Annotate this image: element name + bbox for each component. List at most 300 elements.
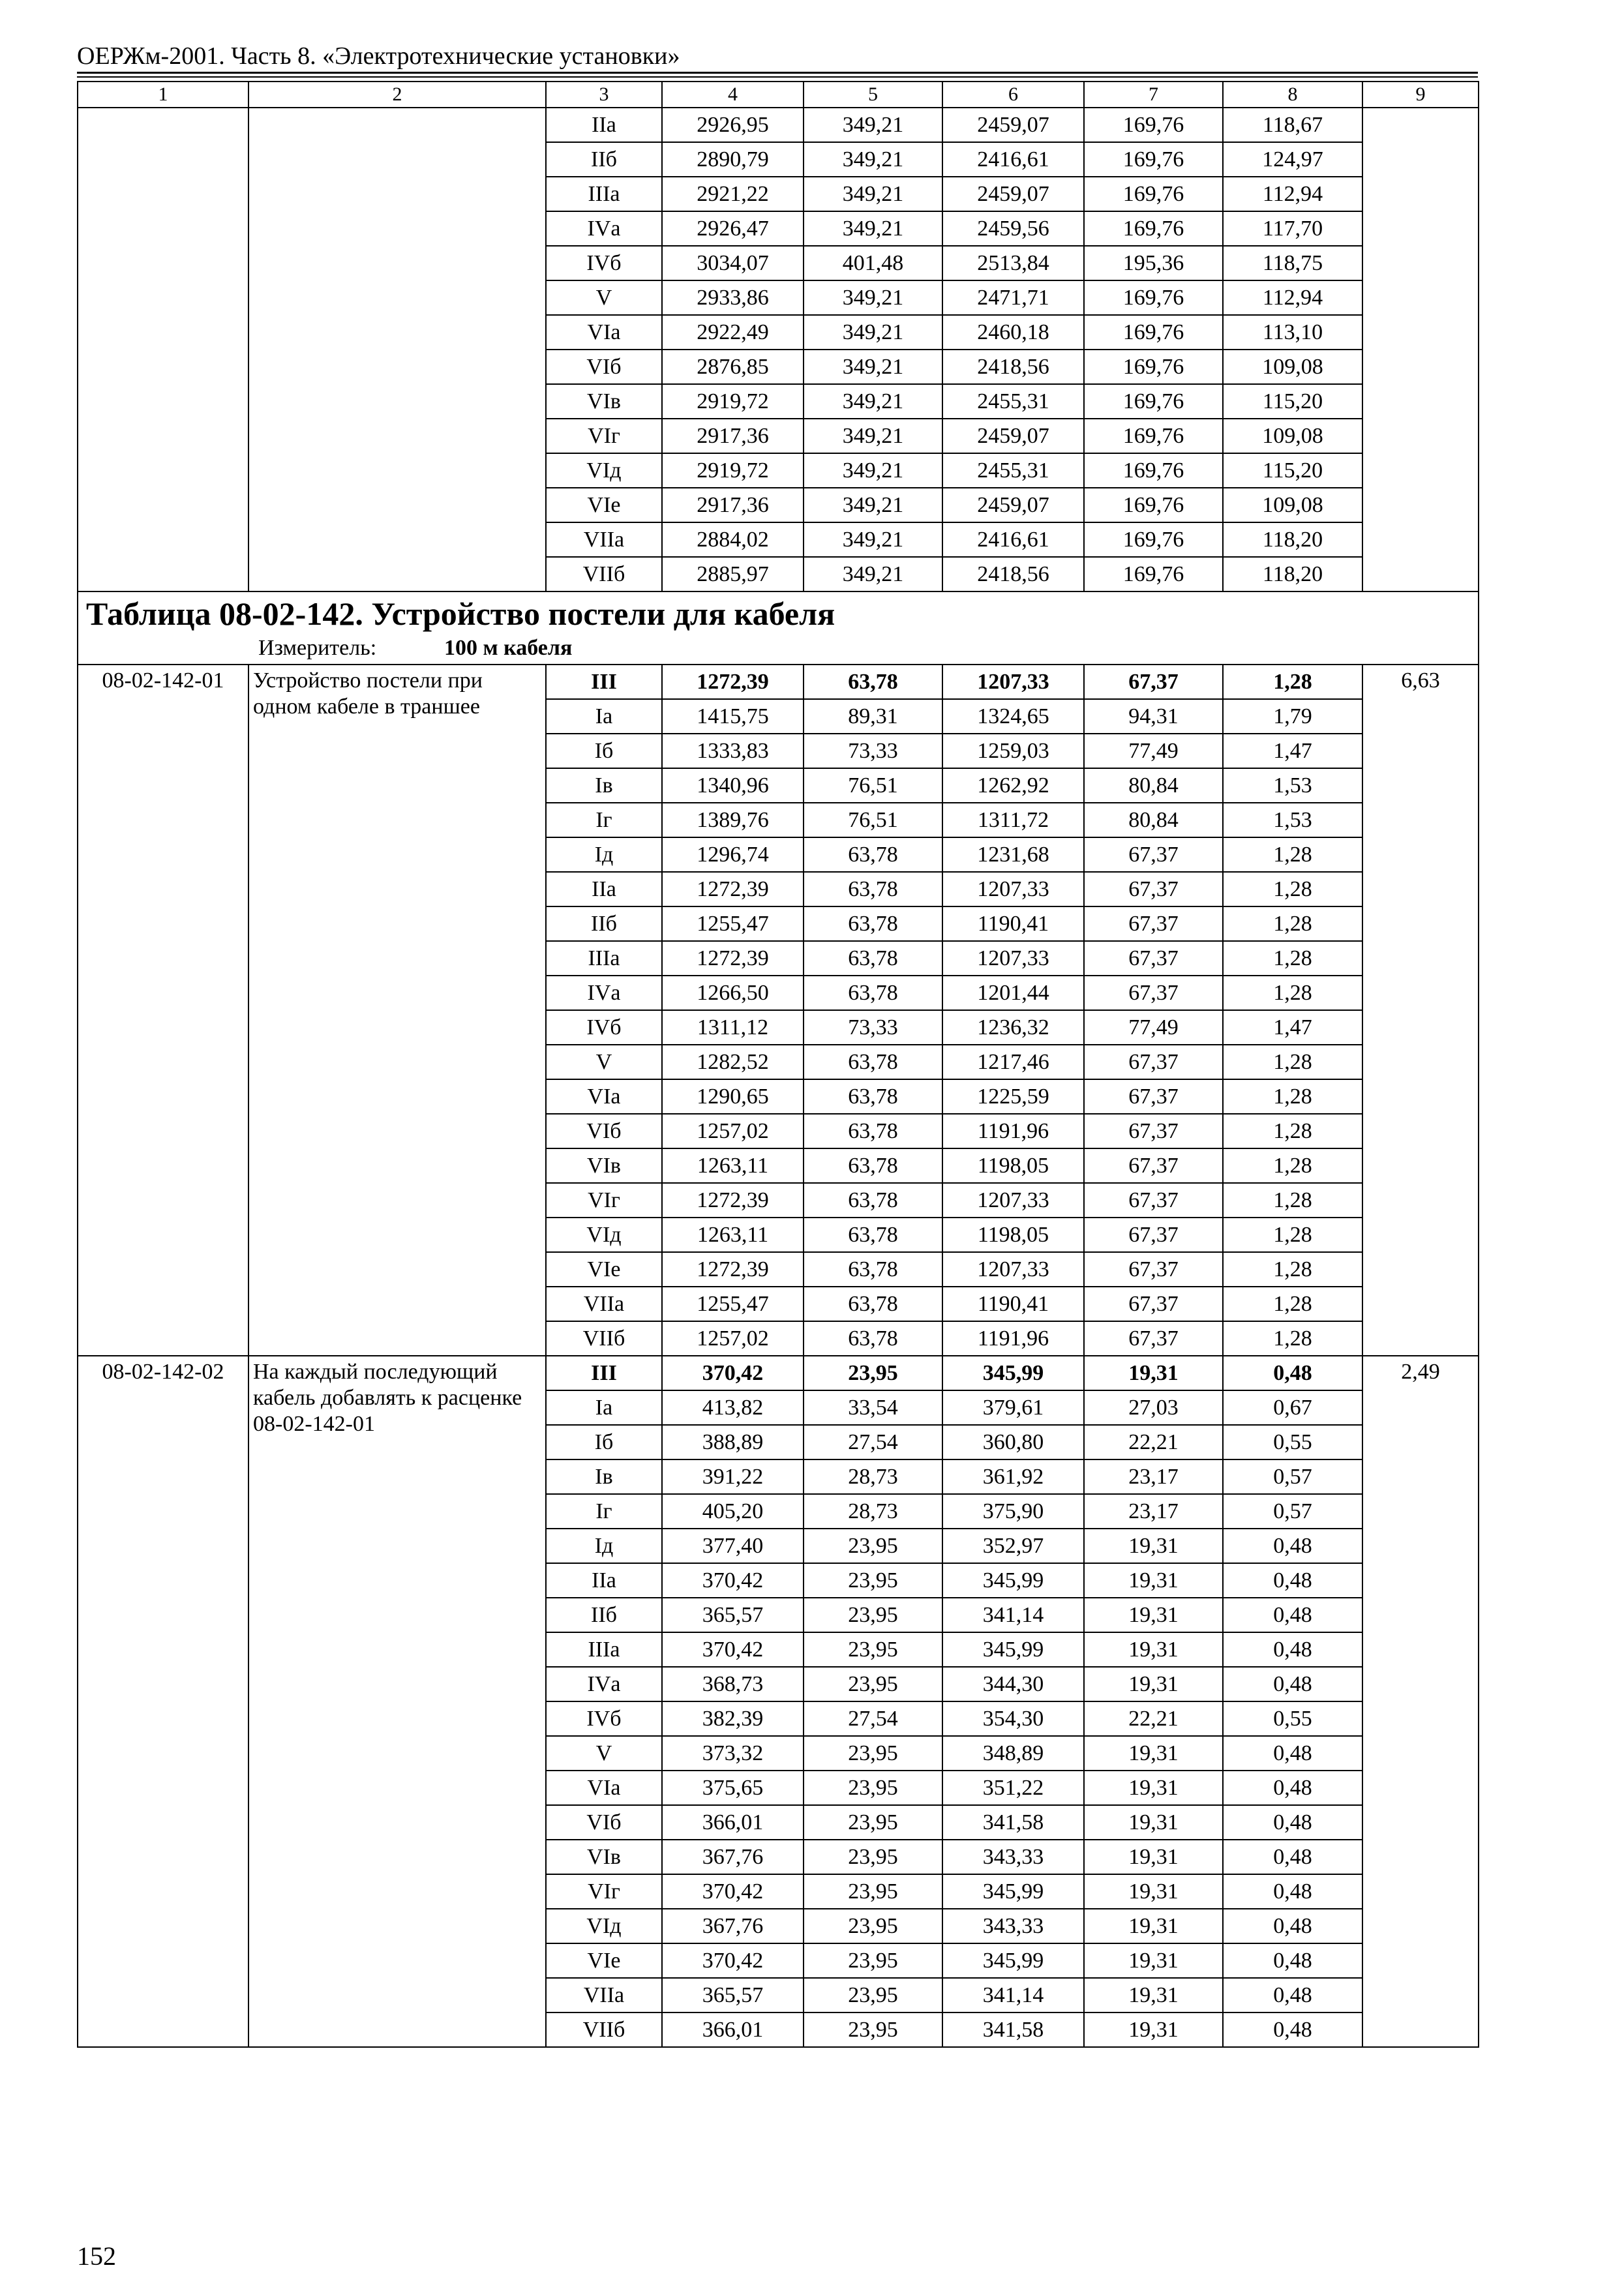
value-cell: 67,37 [1084, 1045, 1223, 1079]
value-cell: 169,76 [1084, 384, 1223, 419]
value-cell: 1,28 [1223, 1218, 1362, 1252]
value-cell: 63,78 [804, 1218, 942, 1252]
value-cell: 23,95 [804, 2012, 942, 2047]
rate-description: На каждый последующий кабель добавлять к расценке 08-02-142-01 [248, 1356, 546, 2047]
value-cell: 1,28 [1223, 872, 1362, 906]
zone-cell: VIе [546, 488, 662, 522]
value-cell: 67,37 [1084, 1183, 1223, 1218]
value-cell: 401,48 [804, 246, 942, 280]
value-cell: 63,78 [804, 1252, 942, 1287]
value-cell: 0,48 [1223, 1943, 1362, 1978]
value-cell: 367,76 [662, 1840, 804, 1874]
value-cell: 2917,36 [662, 488, 804, 522]
value-cell: 67,37 [1084, 1218, 1223, 1252]
zone-cell: VIг [546, 1183, 662, 1218]
value-cell: 73,33 [804, 1010, 942, 1045]
value-cell: 169,76 [1084, 453, 1223, 488]
value-cell: 19,31 [1084, 1943, 1223, 1978]
value-cell: 375,65 [662, 1771, 804, 1805]
value-cell: 23,95 [804, 1632, 942, 1667]
value-cell: 1207,33 [942, 665, 1084, 699]
value-cell: 23,95 [804, 1978, 942, 2012]
value-cell: 405,20 [662, 1494, 804, 1529]
value-cell: 23,95 [804, 1909, 942, 1943]
table-row [78, 108, 1479, 142]
value-cell: 2416,61 [942, 522, 1084, 557]
zone-cell: VIIа [546, 1287, 662, 1321]
zone-cell: IIIа [546, 177, 662, 211]
value-cell: 115,20 [1223, 384, 1362, 419]
value-cell: 366,01 [662, 1805, 804, 1840]
rate-description: Устройство постели при одном кабеле в траншее [248, 665, 546, 1356]
zone-cell: IIб [546, 1598, 662, 1632]
value-cell: 0,48 [1223, 1632, 1362, 1667]
value-cell: 1,28 [1223, 976, 1362, 1010]
value-cell: 115,20 [1223, 453, 1362, 488]
value-cell: 368,73 [662, 1667, 804, 1701]
value-cell: 345,99 [942, 1874, 1084, 1909]
value-cell: 1,28 [1223, 1183, 1362, 1218]
value-cell: 1,28 [1223, 837, 1362, 872]
value-cell: 67,37 [1084, 837, 1223, 872]
value-cell: 1231,68 [942, 837, 1084, 872]
zone-cell: IVб [546, 1010, 662, 1045]
column-number-row [78, 82, 1479, 108]
value-cell: 2890,79 [662, 142, 804, 177]
value-cell: 94,31 [1084, 699, 1223, 734]
value-cell: 118,75 [1223, 246, 1362, 280]
value-cell: 77,49 [1084, 734, 1223, 768]
value-cell: 2455,31 [942, 384, 1084, 419]
value-cell: 1190,41 [942, 1287, 1084, 1321]
zone-cell: VIе [546, 1252, 662, 1287]
value-cell: 169,76 [1084, 177, 1223, 211]
value-cell: 27,54 [804, 1701, 942, 1736]
zone-cell: VIд [546, 453, 662, 488]
value-cell: 169,76 [1084, 350, 1223, 384]
value-cell: 351,22 [942, 1771, 1084, 1805]
value-cell: 23,95 [804, 1805, 942, 1840]
value-cell: 0,57 [1223, 1494, 1362, 1529]
value-cell: 341,14 [942, 1598, 1084, 1632]
value-cell: 1207,33 [942, 872, 1084, 906]
header-rule [77, 72, 1478, 74]
zone-cell: IVа [546, 1667, 662, 1701]
value-cell: 118,20 [1223, 522, 1362, 557]
value-cell: 23,95 [804, 1736, 942, 1771]
zone-cell: III [546, 665, 662, 699]
value-cell: 27,03 [1084, 1390, 1223, 1425]
column-number: 7 [1084, 82, 1223, 108]
value-cell: 2459,56 [942, 211, 1084, 246]
value-cell: 113,10 [1223, 315, 1362, 350]
value-cell: 76,51 [804, 768, 942, 803]
zone-cell: VIб [546, 1805, 662, 1840]
column-number: 8 [1223, 82, 1362, 108]
value-cell: 2416,61 [942, 142, 1084, 177]
value-cell: 63,78 [804, 1183, 942, 1218]
table-title-cell [78, 591, 1479, 665]
value-cell: 370,42 [662, 1943, 804, 1978]
unit-value: 100 м кабеля [444, 636, 573, 660]
header-rule-thin [77, 76, 1478, 78]
value-cell: 76,51 [804, 803, 942, 837]
value-cell: 19,31 [1084, 1909, 1223, 1943]
value-cell: 379,61 [942, 1390, 1084, 1425]
zone-cell: III [546, 1356, 662, 1390]
price-table [77, 81, 1479, 2048]
value-cell: 349,21 [804, 453, 942, 488]
value-cell: 22,21 [1084, 1425, 1223, 1459]
value-cell: 27,54 [804, 1425, 942, 1459]
value-cell: 413,82 [662, 1390, 804, 1425]
zone-cell: VIд [546, 1218, 662, 1252]
value-cell: 343,33 [942, 1909, 1084, 1943]
zone-cell: VIб [546, 1114, 662, 1148]
value-cell: 349,21 [804, 177, 942, 211]
value-cell: 1207,33 [942, 941, 1084, 976]
value-cell: 349,21 [804, 488, 942, 522]
value-cell: 169,76 [1084, 522, 1223, 557]
value-cell: 63,78 [804, 1321, 942, 1356]
value-cell: 1198,05 [942, 1218, 1084, 1252]
value-cell: 63,78 [804, 1148, 942, 1183]
value-cell: 1262,92 [942, 768, 1084, 803]
zone-cell: VIв [546, 384, 662, 419]
value-cell: 67,37 [1084, 872, 1223, 906]
value-cell: 349,21 [804, 557, 942, 591]
zone-cell: VIа [546, 1079, 662, 1114]
value-cell: 0,57 [1223, 1459, 1362, 1494]
value-cell: 354,30 [942, 1701, 1084, 1736]
value-cell: 19,31 [1084, 2012, 1223, 2047]
value-cell: 1282,52 [662, 1045, 804, 1079]
zone-cell: VIд [546, 1909, 662, 1943]
value-cell: 0,48 [1223, 1736, 1362, 1771]
value-cell: 0,48 [1223, 2012, 1362, 2047]
value-cell: 370,42 [662, 1563, 804, 1598]
value-cell: 63,78 [804, 976, 942, 1010]
value-cell: 1290,65 [662, 1079, 804, 1114]
value-cell: 109,08 [1223, 488, 1362, 522]
value-cell: 360,80 [942, 1425, 1084, 1459]
value-cell: 343,33 [942, 1840, 1084, 1874]
zone-cell: IVа [546, 211, 662, 246]
zone-cell: VIIа [546, 1978, 662, 2012]
value-cell: 365,57 [662, 1598, 804, 1632]
value-cell: 2459,07 [942, 419, 1084, 453]
value-cell: 23,95 [804, 1943, 942, 1978]
zone-cell: VIб [546, 350, 662, 384]
zone-cell: Iг [546, 803, 662, 837]
value-cell: 0,48 [1223, 1874, 1362, 1909]
value-cell: 2885,97 [662, 557, 804, 591]
value-cell: 23,95 [804, 1874, 942, 1909]
value-cell: 1389,76 [662, 803, 804, 837]
value-cell: 28,73 [804, 1459, 942, 1494]
value-cell: 19,31 [1084, 1632, 1223, 1667]
zone-cell: VIе [546, 1943, 662, 1978]
value-cell: 1,47 [1223, 734, 1362, 768]
zone-cell: VIIб [546, 557, 662, 591]
value-cell: 1,53 [1223, 803, 1362, 837]
value-cell: 1207,33 [942, 1183, 1084, 1218]
value-cell: 345,99 [942, 1943, 1084, 1978]
column-number: 1 [78, 82, 248, 108]
value-cell: 1272,39 [662, 872, 804, 906]
value-cell: 23,17 [1084, 1494, 1223, 1529]
value-cell: 0,48 [1223, 1563, 1362, 1598]
value-cell: 3034,07 [662, 246, 804, 280]
value-cell: 169,76 [1084, 419, 1223, 453]
value-cell: 1415,75 [662, 699, 804, 734]
value-cell: 19,31 [1084, 1529, 1223, 1563]
value-cell: 80,84 [1084, 803, 1223, 837]
value-cell: 345,99 [942, 1356, 1084, 1390]
value-cell: 1311,72 [942, 803, 1084, 837]
value-cell: 0,48 [1223, 1529, 1362, 1563]
value-cell: 63,78 [804, 1114, 942, 1148]
value-cell: 373,32 [662, 1736, 804, 1771]
zone-cell: IIа [546, 872, 662, 906]
value-cell: 349,21 [804, 419, 942, 453]
table-row [78, 665, 1479, 699]
value-cell: 366,01 [662, 2012, 804, 2047]
unit-line [86, 635, 1474, 661]
value-cell: 2460,18 [942, 315, 1084, 350]
zone-cell: Iв [546, 1459, 662, 1494]
table-body [78, 82, 1479, 2047]
value-cell: 1201,44 [942, 976, 1084, 1010]
value-cell: 1225,59 [942, 1079, 1084, 1114]
value-cell: 2455,31 [942, 453, 1084, 488]
value-cell: 349,21 [804, 522, 942, 557]
value-cell: 344,30 [942, 1667, 1084, 1701]
value-cell: 23,95 [804, 1563, 942, 1598]
value-cell: 345,99 [942, 1563, 1084, 1598]
value-cell: 33,54 [804, 1390, 942, 1425]
value-cell: 0,48 [1223, 1805, 1362, 1840]
value-cell: 377,40 [662, 1529, 804, 1563]
value-cell: 382,39 [662, 1701, 804, 1736]
value-cell: 1311,12 [662, 1010, 804, 1045]
zone-cell: IIIа [546, 1632, 662, 1667]
rate-code: 08-02-142-01 [78, 665, 248, 1356]
value-cell: 367,76 [662, 1909, 804, 1943]
value-cell: 1263,11 [662, 1148, 804, 1183]
rate-col9: 6,63 [1362, 665, 1479, 1356]
zone-cell: VIа [546, 315, 662, 350]
value-cell: 2876,85 [662, 350, 804, 384]
zone-cell: Iд [546, 837, 662, 872]
value-cell: 195,36 [1084, 246, 1223, 280]
value-cell: 109,08 [1223, 419, 1362, 453]
value-cell: 19,31 [1084, 1563, 1223, 1598]
value-cell: 0,48 [1223, 1667, 1362, 1701]
zone-cell: IIIа [546, 941, 662, 976]
value-cell: 1,28 [1223, 1287, 1362, 1321]
zone-cell: VIг [546, 419, 662, 453]
zone-cell: IVа [546, 976, 662, 1010]
column-number: 3 [546, 82, 662, 108]
value-cell: 370,42 [662, 1874, 804, 1909]
column-number: 5 [804, 82, 942, 108]
value-cell: 23,95 [804, 1529, 942, 1563]
value-cell: 2933,86 [662, 280, 804, 315]
value-cell: 169,76 [1084, 488, 1223, 522]
value-cell: 23,95 [804, 1840, 942, 1874]
value-cell: 345,99 [942, 1632, 1084, 1667]
value-cell: 19,31 [1084, 1736, 1223, 1771]
value-cell: 361,92 [942, 1459, 1084, 1494]
zone-cell: IIа [546, 1563, 662, 1598]
value-cell: 1255,47 [662, 906, 804, 941]
value-cell: 2919,72 [662, 384, 804, 419]
value-cell: 1,28 [1223, 1148, 1362, 1183]
value-cell: 349,21 [804, 350, 942, 384]
running-header: ОЕРЖм-2001. Часть 8. «Электротехнические установки» [77, 42, 680, 70]
zone-cell: VIа [546, 1771, 662, 1805]
value-cell: 1191,96 [942, 1321, 1084, 1356]
value-cell: 19,31 [1084, 1598, 1223, 1632]
value-cell: 2926,95 [662, 108, 804, 142]
value-cell: 1,53 [1223, 768, 1362, 803]
value-cell: 67,37 [1084, 976, 1223, 1010]
value-cell: 341,58 [942, 1805, 1084, 1840]
value-cell: 169,76 [1084, 280, 1223, 315]
value-cell: 1,28 [1223, 665, 1362, 699]
column-number: 4 [662, 82, 804, 108]
zone-cell: V [546, 1045, 662, 1079]
table-row [78, 1356, 1479, 1390]
value-cell: 0,48 [1223, 1771, 1362, 1805]
value-cell: 22,21 [1084, 1701, 1223, 1736]
value-cell: 348,89 [942, 1736, 1084, 1771]
zone-cell: V [546, 280, 662, 315]
rate-col9: 2,49 [1362, 1356, 1479, 2047]
value-cell: 23,95 [804, 1667, 942, 1701]
value-cell: 2917,36 [662, 419, 804, 453]
value-cell: 19,31 [1084, 1356, 1223, 1390]
value-cell: 365,57 [662, 1978, 804, 2012]
value-cell: 2418,56 [942, 557, 1084, 591]
value-cell: 1,28 [1223, 1321, 1362, 1356]
value-cell: 1,28 [1223, 906, 1362, 941]
value-cell: 67,37 [1084, 1114, 1223, 1148]
value-cell: 63,78 [804, 872, 942, 906]
value-cell: 1,28 [1223, 941, 1362, 976]
value-cell: 2459,07 [942, 488, 1084, 522]
value-cell: 2922,49 [662, 315, 804, 350]
value-cell: 349,21 [804, 108, 942, 142]
value-cell: 19,31 [1084, 1805, 1223, 1840]
value-cell: 169,76 [1084, 315, 1223, 350]
value-cell: 23,17 [1084, 1459, 1223, 1494]
value-cell: 80,84 [1084, 768, 1223, 803]
zone-cell: Iб [546, 1425, 662, 1459]
value-cell: 1333,83 [662, 734, 804, 768]
value-cell: 2919,72 [662, 453, 804, 488]
value-cell: 349,21 [804, 142, 942, 177]
value-cell: 1,28 [1223, 1045, 1362, 1079]
zone-cell: IIб [546, 142, 662, 177]
value-cell: 370,42 [662, 1632, 804, 1667]
column-number: 9 [1362, 82, 1479, 108]
value-cell: 341,14 [942, 1978, 1084, 2012]
zone-cell: Iд [546, 1529, 662, 1563]
value-cell: 63,78 [804, 906, 942, 941]
value-cell: 63,78 [804, 1045, 942, 1079]
value-cell: 67,37 [1084, 1079, 1223, 1114]
value-cell: 118,67 [1223, 108, 1362, 142]
rate-code [78, 108, 248, 591]
value-cell: 63,78 [804, 1079, 942, 1114]
value-cell: 388,89 [662, 1425, 804, 1459]
value-cell: 375,90 [942, 1494, 1084, 1529]
value-cell: 1340,96 [662, 768, 804, 803]
value-cell: 19,31 [1084, 1874, 1223, 1909]
page-number: 152 [77, 2241, 116, 2271]
value-cell: 63,78 [804, 1287, 942, 1321]
zone-cell: IIа [546, 108, 662, 142]
value-cell: 1272,39 [662, 665, 804, 699]
value-cell: 349,21 [804, 384, 942, 419]
value-cell: 1296,74 [662, 837, 804, 872]
value-cell: 0,55 [1223, 1425, 1362, 1459]
value-cell: 67,37 [1084, 665, 1223, 699]
value-cell: 124,97 [1223, 142, 1362, 177]
value-cell: 2884,02 [662, 522, 804, 557]
rate-col9 [1362, 108, 1479, 591]
value-cell: 28,73 [804, 1494, 942, 1529]
zone-cell: VIг [546, 1874, 662, 1909]
table-title: Таблица 08-02-142. Устройство постели для кабеля [86, 595, 835, 632]
value-cell: 0,48 [1223, 1840, 1362, 1874]
value-cell: 1272,39 [662, 1183, 804, 1218]
value-cell: 2471,71 [942, 280, 1084, 315]
value-cell: 2459,07 [942, 108, 1084, 142]
value-cell: 1,47 [1223, 1010, 1362, 1045]
value-cell: 117,70 [1223, 211, 1362, 246]
value-cell: 349,21 [804, 315, 942, 350]
zone-cell: Iа [546, 699, 662, 734]
zone-cell: IIб [546, 906, 662, 941]
zone-cell: Iа [546, 1390, 662, 1425]
value-cell: 118,20 [1223, 557, 1362, 591]
value-cell: 73,33 [804, 734, 942, 768]
value-cell: 67,37 [1084, 906, 1223, 941]
value-cell: 0,67 [1223, 1390, 1362, 1425]
value-cell: 2418,56 [942, 350, 1084, 384]
value-cell: 1207,33 [942, 1252, 1084, 1287]
value-cell: 67,37 [1084, 1148, 1223, 1183]
value-cell: 63,78 [804, 665, 942, 699]
rate-description [248, 108, 546, 591]
value-cell: 1236,32 [942, 1010, 1084, 1045]
zone-cell: VIIб [546, 2012, 662, 2047]
value-cell: 112,94 [1223, 177, 1362, 211]
value-cell: 112,94 [1223, 280, 1362, 315]
value-cell: 1198,05 [942, 1148, 1084, 1183]
value-cell: 1257,02 [662, 1114, 804, 1148]
value-cell: 169,76 [1084, 557, 1223, 591]
value-cell: 2926,47 [662, 211, 804, 246]
value-cell: 1,79 [1223, 699, 1362, 734]
value-cell: 1217,46 [942, 1045, 1084, 1079]
value-cell: 1257,02 [662, 1321, 804, 1356]
zone-cell: Iг [546, 1494, 662, 1529]
value-cell: 19,31 [1084, 1667, 1223, 1701]
